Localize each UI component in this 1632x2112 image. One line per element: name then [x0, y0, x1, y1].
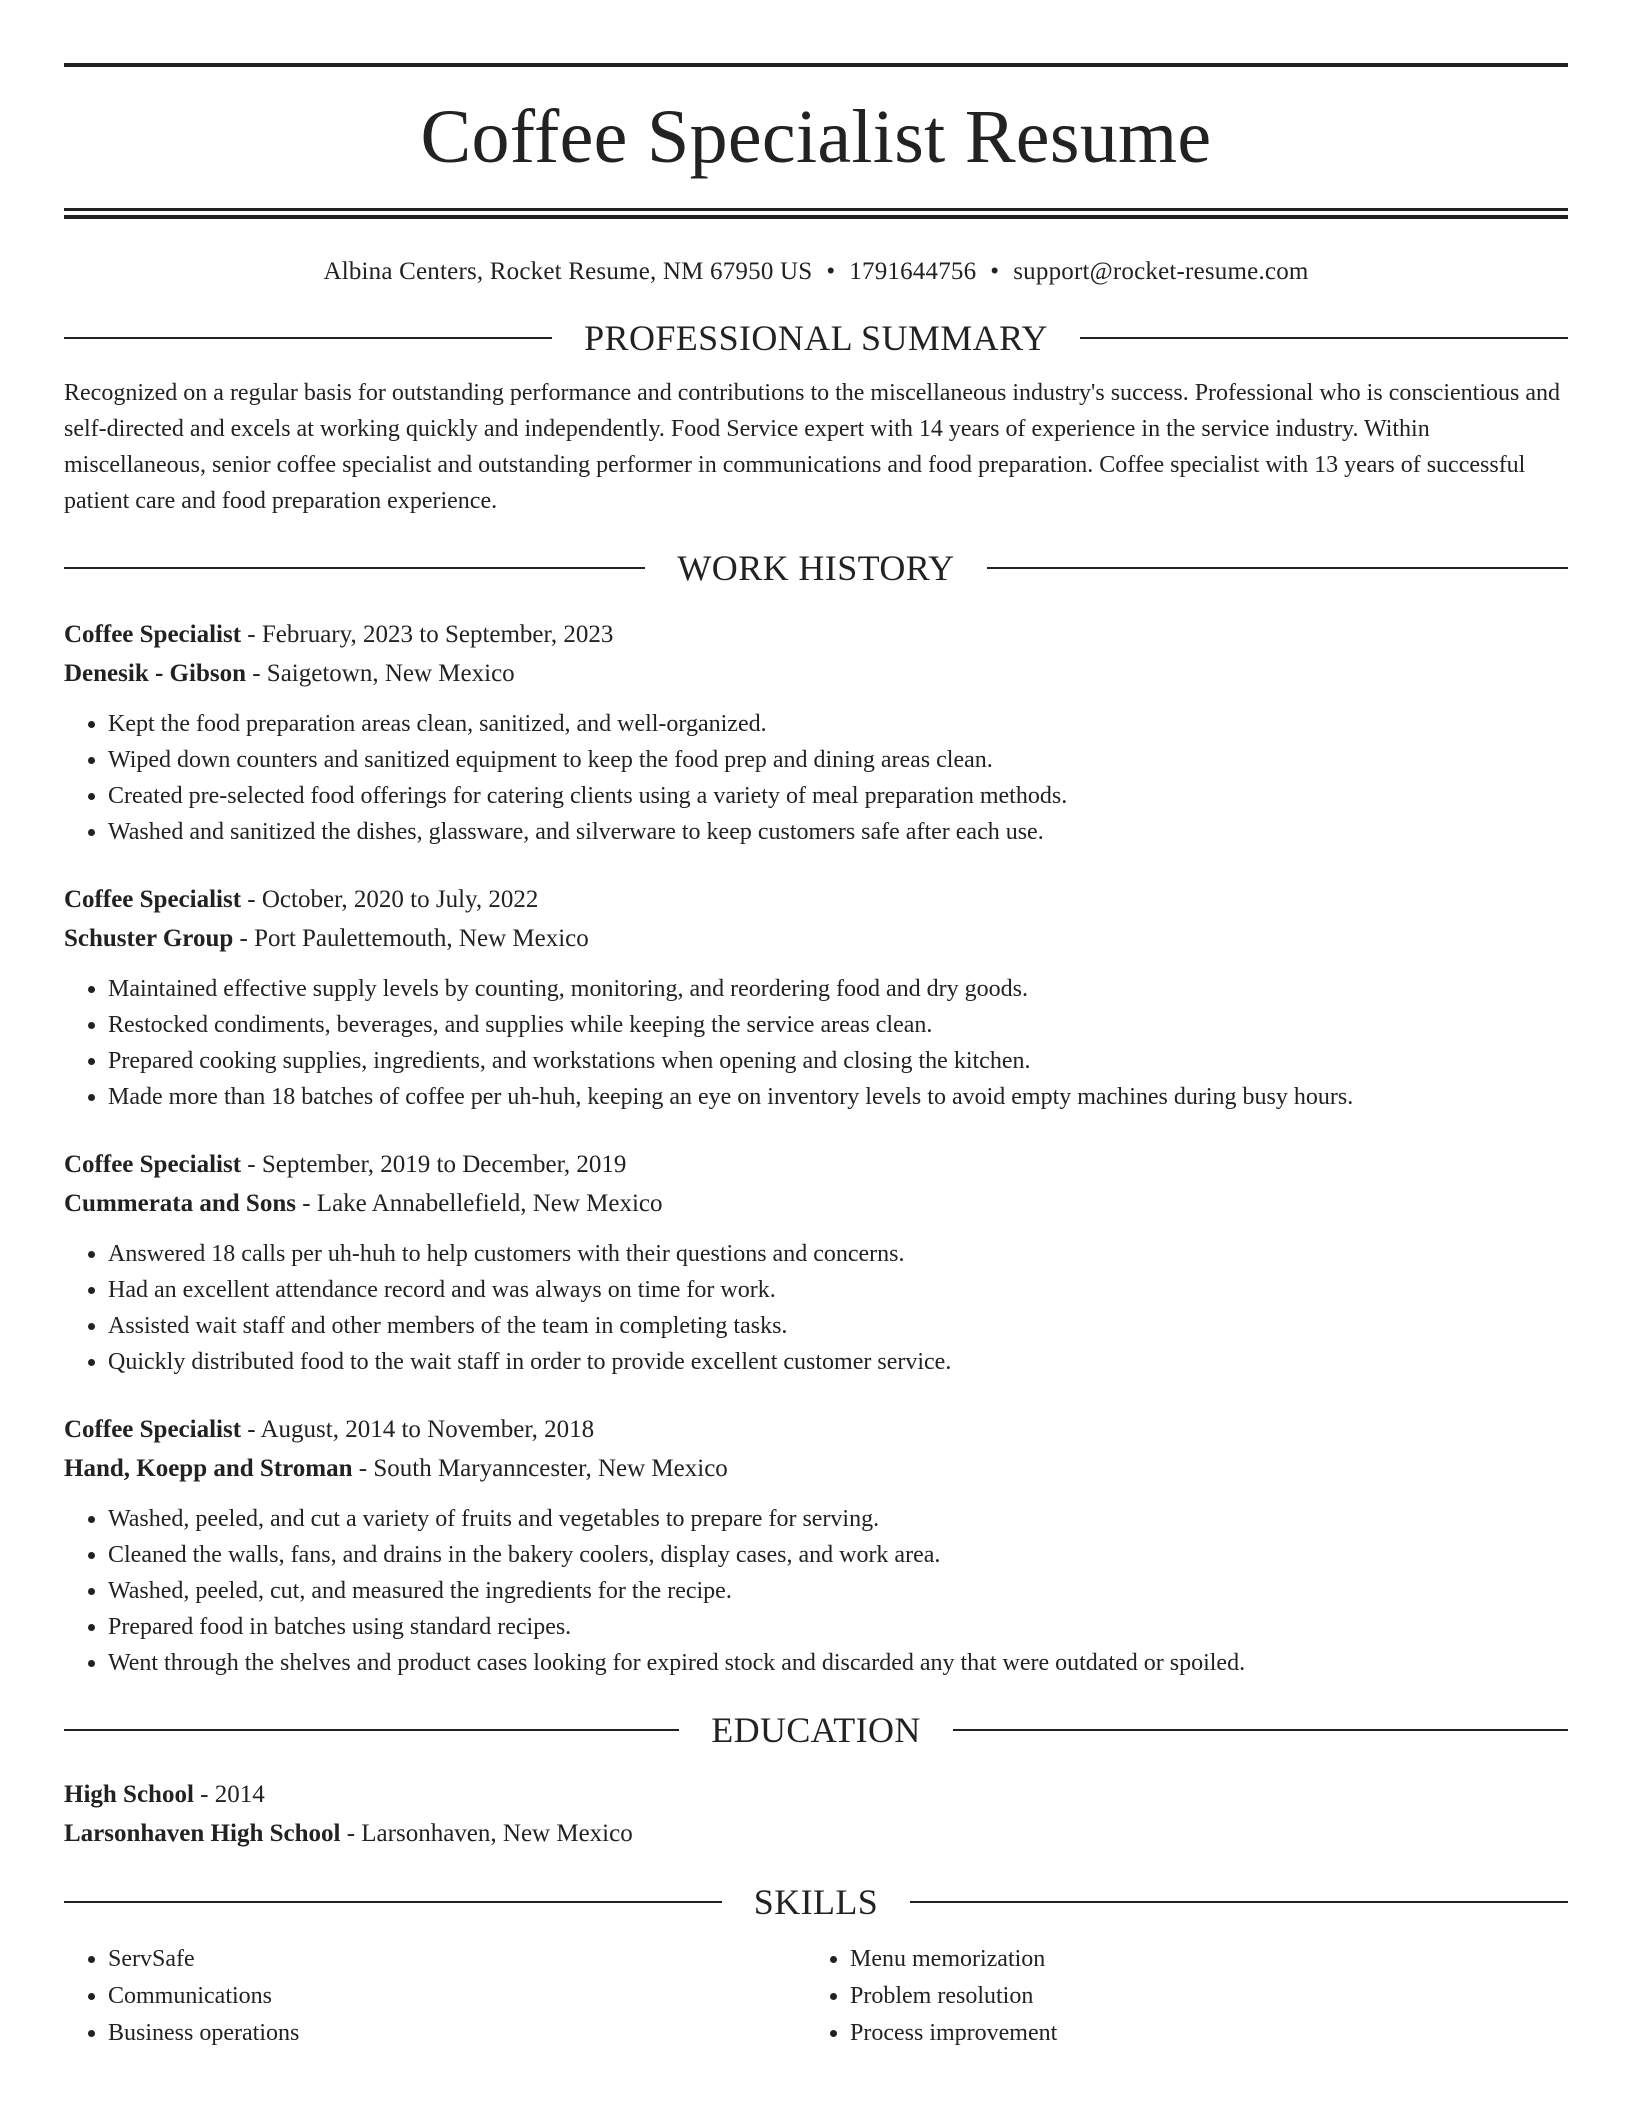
job-dates: - August, 2014 to November, 2018	[241, 1416, 595, 1443]
list-item: • Wiped down counters and sanitized equipment to keep the food prep and dining areas clean.	[108, 742, 1568, 778]
resume-page	[64, 0, 1568, 2052]
job-bullets	[64, 1236, 1568, 1380]
job-location: - Lake Annabellefield, New Mexico	[295, 1190, 663, 1217]
job-dates: - February, 2023 to September, 2023	[241, 621, 614, 648]
section-heading-summary	[64, 315, 1568, 361]
heading-rule	[1080, 337, 1568, 339]
job-title: Coffee Specialist	[64, 621, 242, 648]
section-title: PROFESSIONAL SUMMARY	[584, 318, 1048, 358]
job-location: - Saigetown, New Mexico	[245, 660, 515, 687]
job-company-line	[64, 1449, 1568, 1488]
skills-list-left	[64, 1941, 806, 2052]
list-item: • Washed and sanitized the dishes, glassware, and silverware to keep customers safe after each use.	[108, 814, 1568, 850]
job-company: Cummerata and Sons	[64, 1190, 296, 1217]
list-item: • Kept the food preparation areas clean, sanitized, and well-organized.	[108, 706, 1568, 742]
job-title-line	[64, 880, 1568, 919]
job-company: Denesik - Gibson	[64, 660, 246, 687]
job-company: Hand, Koepp and Stroman	[64, 1455, 353, 1482]
list-item: • Quickly distributed food to the wait staff in order to provide excellent customer service.	[108, 1344, 1568, 1380]
job-title-line	[64, 1410, 1568, 1449]
job-title-line	[64, 1145, 1568, 1184]
contact-address: Albina Centers, Rocket Resume, NM 67950 US	[323, 258, 813, 285]
heading-rule	[64, 567, 645, 569]
education-degree-line	[64, 1775, 1568, 1814]
title-block	[64, 63, 1568, 205]
list-item: • Went through the shelves and product cases looking for expired stock and discarded any that were outdated or spoiled.	[108, 1645, 1568, 1681]
section-title: WORK HISTORY	[677, 548, 955, 588]
section-heading-work	[64, 545, 1568, 591]
list-item: • Washed, peeled, and cut a variety of fruits and vegetables to prepare for serving.	[108, 1501, 1568, 1537]
list-item: • Assisted wait staff and other members of the team in completing tasks.	[108, 1308, 1568, 1344]
job-entry	[64, 1410, 1568, 1681]
heading-rule	[64, 1729, 679, 1731]
list-item: • Made more than 18 batches of coffee per uh-huh, keeping an eye on inventory levels to avoid empty machines during busy hours.	[108, 1079, 1568, 1115]
summary-text: Recognized on a regular basis for outstanding performance and contributions to the miscellaneous industry's success. Professional who is conscientious and self-directed and excels at working quickly and independently. Food Service expert with 14 years of experience in the service industry. Within miscellaneous, senior coffee specialist and outstanding performer in communications and food preparation. Coffee specialist with 13 years of successful patient care and food preparation experience.	[64, 380, 1560, 514]
job-dates: - September, 2019 to December, 2019	[241, 1151, 627, 1178]
skill-item: • Menu memorization	[850, 1941, 1548, 1978]
list-item: • Maintained effective supply levels by counting, monitoring, and reordering food and dry goods.	[108, 971, 1568, 1007]
job-entry	[64, 880, 1568, 1115]
contact-email: support@rocket-resume.com	[1013, 258, 1309, 285]
job-company-line	[64, 654, 1568, 693]
heading-rule	[64, 1901, 722, 1903]
job-title: Coffee Specialist	[64, 1151, 242, 1178]
skill-item: • Business operations	[108, 2015, 806, 2052]
list-item: • Restocked condiments, beverages, and supplies while keeping the service areas clean.	[108, 1007, 1568, 1043]
section-title: EDUCATION	[711, 1710, 921, 1750]
education-degree: High School	[64, 1781, 194, 1808]
job-entry	[64, 1145, 1568, 1380]
job-location: - South Maryanncester, New Mexico	[352, 1455, 728, 1482]
heading-rule	[64, 337, 552, 339]
education-entry	[64, 1775, 1568, 1853]
skill-item: • Problem resolution	[850, 1978, 1548, 2015]
heading-rule	[987, 567, 1568, 569]
education-location: - Larsonhaven, New Mexico	[340, 1820, 633, 1847]
job-title: Coffee Specialist	[64, 886, 242, 913]
skill-item: • Process improvement	[850, 2015, 1548, 2052]
job-company-line	[64, 919, 1568, 958]
job-bullets	[64, 706, 1568, 850]
section-heading-skills	[64, 1879, 1568, 1925]
job-company: Schuster Group	[64, 925, 234, 952]
list-item: • Prepared food in batches using standard recipes.	[108, 1609, 1568, 1645]
skill-item: • ServSafe	[108, 1941, 806, 1978]
contact-separator: •	[990, 258, 1000, 285]
skill-item: • Communications	[108, 1978, 806, 2015]
job-entry	[64, 615, 1568, 850]
skills-list-right	[806, 1941, 1548, 2052]
education-school: Larsonhaven High School	[64, 1820, 341, 1847]
job-title: Coffee Specialist	[64, 1416, 242, 1443]
education-school-line	[64, 1814, 1568, 1853]
contact-phone: 1791644756	[849, 258, 977, 285]
contact-line	[64, 255, 1568, 289]
heading-rule	[953, 1729, 1568, 1731]
heading-rule	[910, 1901, 1568, 1903]
skills-columns	[64, 1941, 1568, 2052]
job-company-line	[64, 1184, 1568, 1223]
education-year: - 2014	[193, 1781, 265, 1808]
job-dates: - October, 2020 to July, 2022	[241, 886, 539, 913]
job-bullets	[64, 971, 1568, 1115]
job-location: - Port Paulettemouth, New Mexico	[233, 925, 589, 952]
section-title: SKILLS	[753, 1882, 879, 1922]
list-item: • Answered 18 calls per uh-huh to help customers with their questions and concerns.	[108, 1236, 1568, 1272]
section-heading-education	[64, 1707, 1568, 1753]
job-title-line	[64, 615, 1568, 654]
page-title: Coffee Specialist Resume	[420, 95, 1212, 179]
list-item: • Had an excellent attendance record and was always on time for work.	[108, 1272, 1568, 1308]
list-item: • Created pre-selected food offerings for catering clients using a variety of meal preparation methods.	[108, 778, 1568, 814]
list-item: • Prepared cooking supplies, ingredients, and workstations when opening and closing the kitchen.	[108, 1043, 1568, 1079]
list-item: • Cleaned the walls, fans, and drains in the bakery coolers, display cases, and work area.	[108, 1537, 1568, 1573]
job-bullets	[64, 1501, 1568, 1681]
contact-separator: •	[826, 258, 836, 285]
list-item: • Washed, peeled, cut, and measured the ingredients for the recipe.	[108, 1573, 1568, 1609]
